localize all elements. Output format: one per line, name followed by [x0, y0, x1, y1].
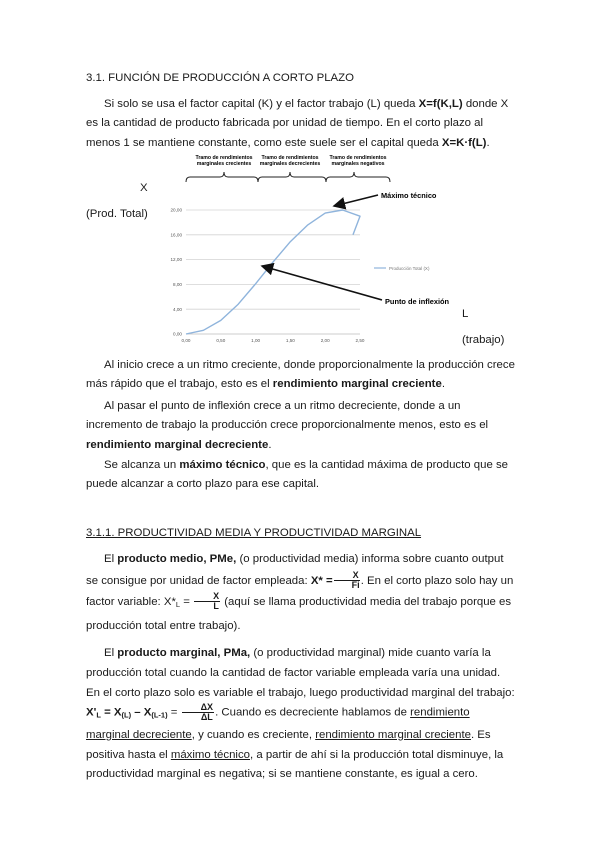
y-axis-label-x: X — [140, 182, 148, 194]
y-tick-label: 0,00 — [173, 331, 182, 337]
x-tick-labels — [182, 338, 365, 343]
paragraph-decreasing — [86, 397, 516, 455]
x-tick-label: 1,00 — [251, 338, 261, 343]
paragraph-producto-marginal — [86, 644, 516, 785]
subscript: L — [96, 710, 101, 720]
series-production-total — [186, 210, 360, 334]
x-tick-label: 2,50 — [355, 338, 365, 343]
brace-label-negative-1: Tramo de rendimientos — [329, 155, 387, 161]
text: = — [167, 706, 181, 719]
denominator: Fi — [351, 579, 360, 590]
production-chart — [160, 150, 460, 350]
subscript: (L-1) — [151, 710, 168, 720]
bold-term: producto medio, PMe, — [117, 553, 237, 565]
y-tick-label: 8,00 — [173, 282, 182, 287]
bold-term: rendimiento marginal creciente — [272, 378, 442, 391]
formula-part: – X — [131, 706, 152, 719]
subscript: L — [175, 600, 181, 609]
numerator: X — [334, 571, 360, 581]
formula-part: = X — [100, 706, 122, 719]
text: donde X es la cantidad de producto fabricada por unidad de tiempo. En el corto plazo al menos 1 se mantiene constante, como este suele ser el capital queda — [86, 98, 509, 149]
link-term: rendimiento marginal creciente — [315, 728, 471, 741]
y-axis-label-prod-total: (Prod. Total) — [86, 208, 148, 220]
text: Al inicio crece a un ritmo creciente, donde proporcionalmente la producción crece más rápido que el trabajo, esto es el — [86, 359, 515, 391]
text: (o productividad marginal) mide cuanto varía la producción total cuando la cantidad de factor variable empleada varía una unidad. En el corto plazo solo es variable el trabajo, luego productividad marginal del trabajo: — [86, 647, 515, 699]
text: , y cuando es creciente, — [191, 728, 316, 741]
formula-label: X* = — [310, 574, 333, 587]
x-tick-label: 1,50 — [285, 338, 295, 343]
y-tick-label: 4,00 — [173, 306, 182, 312]
x-tick-label: 0,00 — [181, 338, 191, 343]
brace-label-decreasing-2: marginales decrecientes — [259, 161, 321, 167]
text: Al pasar el punto de inflexión crece a un ritmo decreciente, donde a un incremento de trabajo la producción crece proporcionalmente menos, esto es el — [86, 400, 489, 432]
text: Se alcanza un — [104, 459, 180, 471]
text: Si solo se usa el factor capital (K) y el factor trabajo (L) queda — [104, 98, 419, 110]
y-tick-label: 16,00 — [170, 232, 182, 238]
text: El — [104, 647, 118, 659]
numerator: X — [194, 592, 220, 602]
y-tick-label: 20,00 — [170, 207, 182, 213]
section-heading: 3.1. FUNCIÓN DE PRODUCCIÓN A CORTO PLAZO — [86, 72, 354, 84]
bold-term: máximo técnico — [179, 459, 266, 471]
chart-grid — [186, 210, 360, 334]
brace-label-decreasing-1: Tramo de rendimientos — [261, 155, 319, 161]
x-axis-label-l: L — [462, 308, 469, 320]
brace-decreasing — [258, 172, 326, 182]
legend-label: Producción Total (X) — [389, 266, 430, 271]
y-tick-labels — [171, 208, 183, 337]
numerator: ΔX — [182, 703, 214, 713]
text: , a partir de ahí si la producción total disminuye, la productividad marginal es negativa; si se mantiene constante, es igual a cero. — [86, 748, 504, 781]
x-axis-label-trabajo: (trabajo) — [462, 334, 505, 346]
link-term: máximo técnico — [170, 748, 250, 761]
inflexion-arrow — [262, 266, 382, 300]
fraction-delta-x-over-delta-l — [182, 703, 214, 722]
brace-label-negative-2: marginales negativos — [331, 161, 385, 167]
series-line — [186, 210, 360, 334]
brace-increasing — [186, 172, 258, 182]
text: . En el corto plazo solo hay un factor variable: X* — [86, 574, 514, 608]
text: , que es la cantidad máxima de producto que se puede alcanzar a corto plazo para ese capital. — [86, 459, 508, 491]
link-term: rendimiento marginal decreciente — [86, 706, 470, 741]
paragraph-production-function — [86, 95, 516, 153]
formula-x-k-f-l: X=K·f(L) — [441, 136, 487, 149]
y-tick-label: 12,00 — [170, 257, 182, 263]
subscript: (L) — [121, 710, 132, 720]
text: (aquí se llama productividad media del trabajo porque es producción total entre trabajo). — [86, 596, 512, 632]
subsection-heading: 3.1.1. PRODUCTIVIDAD MEDIA Y PRODUCTIVIDAD MARGINAL — [86, 527, 422, 539]
formula-part: X' — [86, 706, 97, 719]
paragraph-producto-medio — [86, 549, 516, 637]
x-tick-label: 0,50 — [216, 338, 226, 343]
bold-term: rendimiento marginal decreciente — [86, 438, 269, 451]
annotation-maximo-tecnico: Máximo técnico — [381, 191, 437, 200]
paragraph-max-tecnico — [86, 456, 516, 495]
annotation-punto-inflexion: Punto de inflexión — [385, 297, 450, 306]
text: . — [441, 378, 445, 391]
text: . — [268, 438, 272, 451]
text: El — [104, 553, 118, 565]
text: (o productividad media) informa sobre cuanto output se consigue por unidad de factor empleada: — [86, 553, 504, 587]
text: . Es positiva hasta el — [86, 728, 491, 761]
text: = — [180, 596, 194, 608]
fraction-x-over-l — [194, 592, 220, 611]
text: . Cuando es decreciente hablamos de — [215, 706, 411, 719]
paragraph-increasing — [86, 356, 516, 395]
fraction-x-over-fi — [334, 571, 360, 590]
brace-label-increasing-1: Tramo de rendimientos — [195, 155, 253, 161]
denominator: ΔL — [200, 712, 213, 723]
x-tick-label: 2,00 — [320, 338, 330, 343]
bold-term: producto marginal, PMa, — [117, 647, 251, 659]
brace-label-increasing-2: marginales crecientes — [196, 161, 252, 167]
denominator: L — [213, 601, 219, 612]
text: . — [486, 136, 490, 149]
formula-x-f-k-l: X=f(K,L) — [418, 98, 463, 110]
max-arrow — [334, 195, 378, 206]
brace-negative — [326, 172, 390, 182]
braces — [186, 172, 390, 182]
